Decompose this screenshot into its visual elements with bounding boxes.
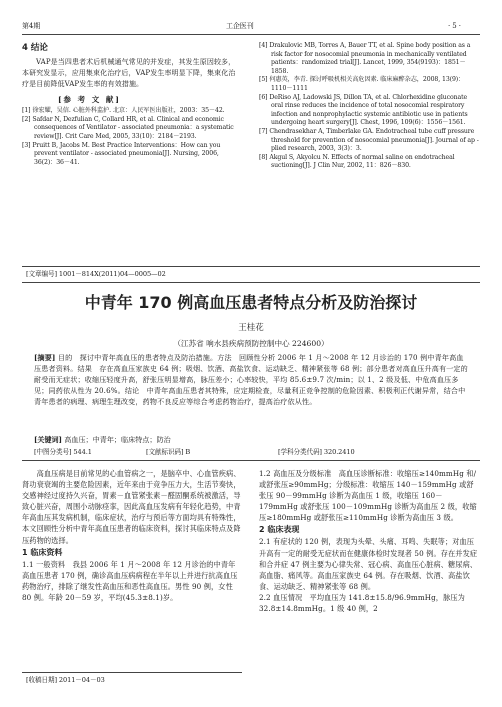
abstract-rule [22,460,480,461]
right-column-top [259,42,479,171]
section-2-heading: 2 临床表现 [259,525,300,535]
section-1-1-heading: 1.1 一般资料 [22,559,66,569]
reference-7: [7] Chendrasekhar A, Timberlake GA. Endotracheal tube cuff pressure threshold for prevention of nosocomial pneumonia[J]. Journal of ap - plied research, 2003, 3(3)：3. [259,127,479,153]
conclusion-text: VAP是当四患者术后机械通气常见的并发症，其发生原因较多，本研究发显示，应用集束化治疗后，VAP发生率明显下降，集束化治疗是目前降低VAP发生率的有效措施。 [22,58,236,89]
article-id-rule-top [22,266,480,267]
body-left-column [22,468,242,603]
reference-1: [1] 徐宏耀，吴信. 心脏外科监护. 北京：人民军医出版社，2003：35－42. [22,107,225,115]
article-id: [文章编号] 1001－814X(2011)04—0005—02 [26,270,166,278]
conclusion-heading: 4 结论 [22,43,48,53]
subject-code: [学科分类代码] 320.2410 [278,448,355,456]
received-rule [22,672,242,673]
article-id-rule-bottom [22,282,480,283]
section-2-2-paragraph: 2.2 血压情况 平均血压为 141.8±15.8/96.9mmHg，脉压为 32.8±14.8mmHg。1 级 40 例，2 [259,592,465,614]
reference-6: [6] DeRiso AJ, Ladowski JS, Dillon TA, et al. Chlorhexidine gluconate oral rinse reduces the incidence of total nosocomial respiratory infection and nonprophylactic systemic antibiotic use in patients undergoing heart surgery[J]. Chest, 1996, 109(6)：1556－1561. [259,93,468,127]
reference-2: [2] Safdar N, Dezfulian C, Collard HR, et al. Clinical and economic consequences of Ventilator - associated pneumonia：a systematic review[J]. Crit Care Med, 2005, 33(10)：2184－2193. [22,115,234,141]
author: 王桂花 [238,323,264,333]
section-1-2-paragraph: 1.2 高血压及分级标准 高血压诊断标准：收缩压≥140mmHg 和/或舒张压≥90mmHg；分级标准：收缩压 140－159mmHg 或舒张压 90－99mmHg 诊断为高血压 1 级，收缩压 160－179mmHg 或舒张压 100－109mmHg 诊断为高血压 2 级，收缩压≥180mmHg 或舒张压≥110mmHg 诊断为高血压 3 级。 [259,469,477,523]
clc-number: [中图分类号] 544.1 [34,448,92,456]
document-code: [文献标识码] B [146,448,191,456]
keywords-label: [关键词] [34,435,62,444]
intro-paragraph: 高血压病是目前常见的心血管病之一，是脑卒中、心血管疾病、肾功衰衰竭的主要危险因素，近年来由于竞争压力大，生活节奏快，交感神经过度持久兴奋，胃素－血管紧张素－醛固酮系统被激活，导致心脏兴奋，周围小动脉痉挛，因此高血压发病有年轻化趋势，中青年高血压其发病机制，临床症状，治疗与预后等方面均具有特殊性，本文回顾性分析中青年高血压患者的临床资料，探讨其临床特点及降压药物的选择。 [22,469,241,545]
left-column-top [22,42,242,167]
references-heading: [参 考 文 献] [58,95,121,105]
abstract-text: 目的 探讨中青年高血压的患者特点及防治措施。方法 回顾性分析 2006 年 1 月～2008 年 12 月诊治的 170 例中青年高血压患者资料。结果 存在高血压家族史 64 例；吸烟、饮酒、高盐饮食、运动缺乏、精神紧张等 68 例；部分患者对高血压升高有一定的耐受而无症状；收缩压轻度升高，舒张压明显增高，脉压差小；心率较快，平均 85.6±9.7 次/min；以 1、2 级及低、中危高血压多见；同药依从性为 20.6%。结论 中青年高血压患者其特殊，应定期检查，尽量利正竞争控制的危险因素、积极利正代谢异常，结合中青年患者的病理、病理生理改变，药物不良反应等综合考虑药物治疗，提高治疗依从性。 [34,353,468,406]
abstract-label: [摘要] [34,353,56,362]
article-title: 中青年 170 例高血压患者特点分析及防治探讨 [84,293,418,312]
section-1-1-paragraph [22,559,242,603]
journal-name: 工企医刊 [226,22,254,30]
received-date: [收稿日期] 2011－04－03 [26,676,105,684]
keywords-text: 高血压；中青年；临床特点；防治 [64,435,171,444]
reference-5: [5] 何惠英，李青. 探讨呼吸机相关高危因素. 临床麻醉杂志，2008, 13(9)：1110－1111 [259,76,465,92]
reference-3: [3] Pruitt B, Jacobs M. Best Practice Interventions：How can you prevent ventilator - associated pneumonia[J]. Nursing, 2006, 36(2)：36－41. [22,141,221,166]
section-1-heading: 1 临床资料 [22,547,63,557]
section-1-1-text: 我县 2006 年 1 月～2008 年 12 月诊治的中青年高血压患者 170 例，确诊高血压病病程在半年以上并进行抗高血压药物治疗，排除了继发性高血压和恶性高血压。男性 90 例，女性 80 例。年龄 20－59 岁，平均(45.3±8.1)岁。 [22,559,238,602]
reference-4: [4] Drakulovic MB, Torres A, Bauer TT, et al. Spine body position as a risk factor for nosocomial pneumonia in mechanically ventilated patients：randomized trial[J]. Lancet, 1999, 354(9193)：1851－1858. [259,42,471,75]
issue-number: 第4期 [22,22,41,30]
header-rule [22,34,480,35]
keywords [34,434,470,445]
section-2-1-paragraph: 2.1 有症状的 120 例，表现为头晕、头痛、耳鸣、失眠等；对血压升高有一定的耐受无症状而在健康体检时发现者 50 例。存在并发症和合并症 47 例主要为心律失常、冠心病、高血压心脏病、糖尿病、高血脂、痛风等。高血压家族史 64 例。存在吸烟、饮酒、高盐饮食、运动缺乏、精神紧张等 68 例。 [259,537,478,591]
affiliation: （江苏省 响水县疾病预防控制中心 224600） [173,339,329,348]
abstract [34,352,470,407]
page-number: · 5 · [448,22,461,30]
reference-8: [8] Akgul S, Akyolcu N. Effects of normal saline on endotracheal suctioning[J]. J Clin Nur, 2002, 11：826－830. [259,153,455,170]
body-right-column [259,468,479,614]
